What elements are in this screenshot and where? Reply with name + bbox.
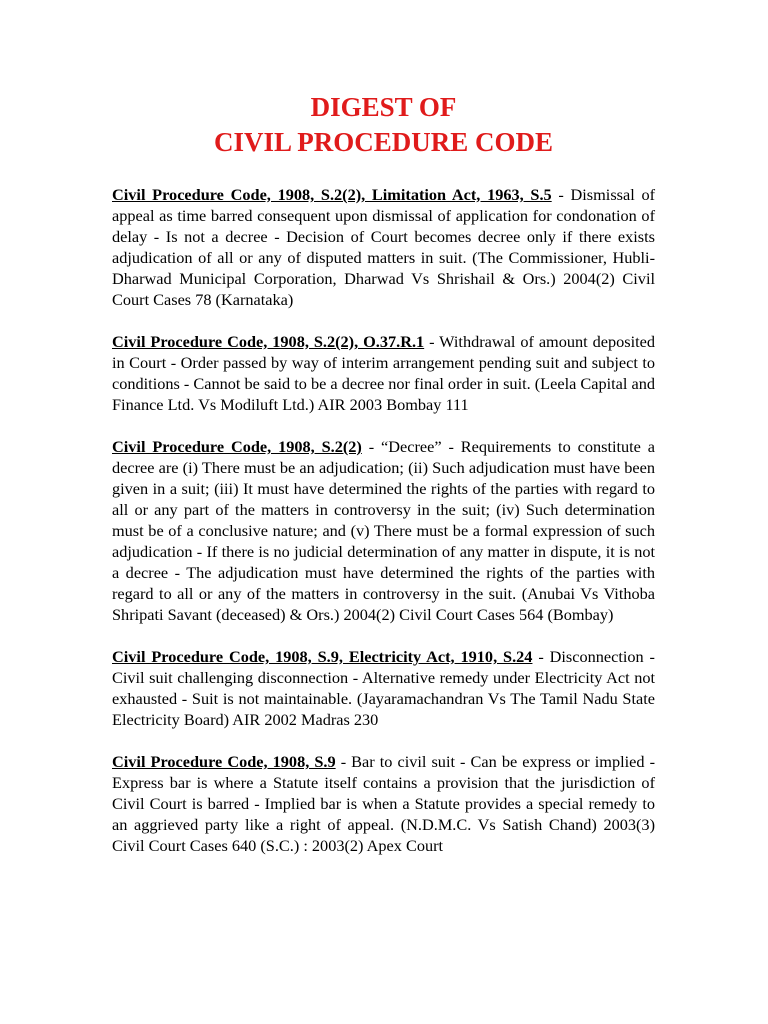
entry-citation: Civil Procedure Code, 1908, S.2(2)	[112, 437, 362, 456]
entry-text: - Dismissal of appeal as time barred consequent upon dismissal of application for condonation of delay - Is not a decree - Decision of Court becomes decree only if there exists adjudication of all or any of disputed matters in suit. (The Commissioner, Hubli-Dharwad Municipal Corporation, Dharwad Vs Shrishail & Ors.) 2004(2) Civil Court Cases 78 (Karnataka)	[112, 185, 656, 309]
entry-citation: Civil Procedure Code, 1908, S.2(2), Limitation Act, 1963, S.5	[112, 185, 552, 204]
title-line-1: DIGEST OF	[310, 92, 457, 122]
entry-text: - Disconnection - Civil suit challenging disconnection - Alternative remedy under Electricity Act not exhausted - Suit is not maintainable. (Jayaramachandran Vs The Tamil Nadu State Electricity Board) AIR 2002 Madras 230	[112, 647, 655, 729]
digest-entry-4	[112, 646, 655, 730]
title-line-2: CIVIL PROCEDURE CODE	[213, 127, 554, 157]
digest-entry-3	[112, 436, 655, 625]
entry-citation: Civil Procedure Code, 1908, S.2(2), O.37.R.1	[112, 332, 425, 351]
document-title	[112, 90, 655, 160]
document-page	[112, 90, 655, 877]
entry-text: - “Decree” - Requirements to constitute a decree are (i) There must be an adjudication; (ii) Such adjudication must have been given in a suit; (iii) It must have determined the rights of the parties with regard to all or any part of the matters in controversy in the suit; (iv) Such determination must be of a conclusive nature; and (v) There must be a formal expression of such adjudication - If there is no judicial determination of any matter in dispute, it is not a decree - The adjudication must have determined the rights of the parties with regard to all or any of the matters in controversy in the suit. (Anubai Vs Vithoba Shripati Savant (deceased) & Ors.) 2004(2) Civil Court Cases 564 (Bombay)	[112, 437, 656, 624]
entry-citation: Civil Procedure Code, 1908, S.9	[112, 752, 336, 771]
digest-entry-1	[112, 184, 655, 310]
entry-text: - Withdrawal of amount deposited in Court - Order passed by way of interim arrangement pending suit and subject to conditions - Cannot be said to be a decree nor final order in suit. (Leela Capital and Finance Ltd. Vs Modiluft Ltd.) AIR 2003 Bombay 111	[112, 332, 655, 414]
digest-entry-5	[112, 751, 655, 856]
entry-citation: Civil Procedure Code, 1908, S.9, Electricity Act, 1910, S.24	[112, 647, 533, 666]
digest-entry-2	[112, 331, 655, 415]
entry-text: - Bar to civil suit - Can be express or implied - Express bar is where a Statute itself contains a provision that the jurisdiction of Civil Court is barred - Implied bar is when a Statute provides a special remedy to an aggrieved party like a right of appeal. (N.D.M.C. Vs Satish Chand) 2003(3) Civil Court Cases 640 (S.C.) : 2003(2) Apex Court	[112, 752, 656, 855]
